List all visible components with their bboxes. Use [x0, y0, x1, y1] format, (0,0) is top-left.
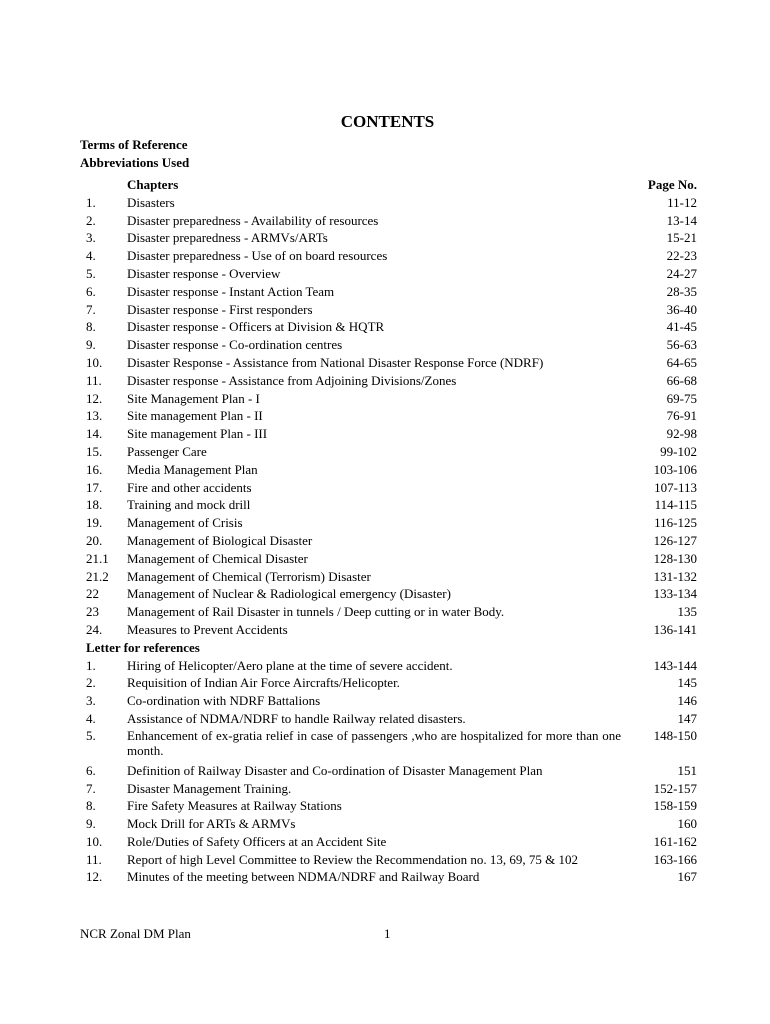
- letter-row: [80, 868, 697, 886]
- entry-title: Management of Biological Disaster: [127, 532, 313, 548]
- entry-title: Disaster preparedness - Availability of resources: [127, 212, 379, 228]
- entry-number: 7.: [86, 301, 96, 317]
- chapter-row: [80, 568, 697, 586]
- entry-page: 15-21: [666, 230, 697, 246]
- chapter-row: [80, 479, 697, 497]
- entry-title: Management of Chemical Disaster: [127, 550, 308, 566]
- chapter-row: [80, 283, 697, 301]
- entry-title: Disaster response - Instant Action Team: [127, 283, 335, 299]
- entry-title: Report of high Level Committee to Review the Recommendation no. 13, 69, 75 & 102: [127, 851, 578, 867]
- letter-list: [80, 657, 697, 887]
- entry-number: 9.: [86, 816, 96, 832]
- entry-number: 3.: [86, 693, 96, 709]
- footer-page-number: 1: [384, 926, 391, 941]
- chapter-row: [80, 603, 697, 621]
- entry-page: 24-27: [666, 265, 697, 281]
- letter-row: [80, 762, 697, 780]
- entry-title: Co-ordination with NDRF Battalions: [127, 693, 321, 709]
- chapter-row: [80, 265, 697, 283]
- entry-number: 21.1: [86, 550, 109, 566]
- entry-page: 99-102: [660, 443, 697, 459]
- entry-title: Disaster Response - Assistance from National Disaster Response Force (NDRF): [127, 354, 544, 370]
- chapter-row: [80, 425, 697, 443]
- entry-title: Disaster preparedness - ARMVs/ARTs: [127, 230, 328, 246]
- entry-title: Disaster response - Assistance from Adjoining Divisions/Zones: [127, 372, 457, 388]
- entry-page: 133-134: [653, 586, 697, 602]
- entry-number: 1.: [86, 194, 96, 210]
- entry-title: Passenger Care: [127, 443, 207, 459]
- column-header-row: [80, 176, 697, 194]
- letter-row: [80, 815, 697, 833]
- entry-number: 6.: [86, 283, 96, 299]
- entry-page: 103-106: [653, 461, 697, 477]
- entry-number: 2.: [86, 675, 96, 691]
- entry-number: 7.: [86, 780, 96, 796]
- entry-title: Enhancement of ex-gratia relief in case of passengers ,who are hospitalized for more than one month.: [127, 727, 621, 758]
- chapter-row: [80, 318, 697, 336]
- entry-number: 10.: [86, 833, 103, 849]
- entry-page: 126-127: [653, 532, 697, 548]
- chapter-row: [80, 390, 697, 408]
- letter-row: [80, 657, 697, 675]
- entry-number: 5.: [86, 265, 96, 281]
- chapter-row: [80, 247, 697, 265]
- entry-title: Site management Plan - II: [127, 408, 263, 424]
- entry-page: 69-75: [666, 390, 697, 406]
- chapter-row: [80, 301, 697, 319]
- entry-page: 151: [677, 762, 697, 778]
- entry-title: Measures to Prevent Accidents: [127, 621, 288, 637]
- entry-title: Disaster preparedness - Use of on board resources: [127, 248, 388, 264]
- entry-number: 18.: [86, 497, 103, 513]
- entry-page: 143-144: [653, 657, 697, 673]
- entry-page: 116-125: [654, 515, 697, 531]
- column-header-chapters: Chapters: [127, 177, 179, 192]
- entry-title: Role/Duties of Safety Officers at an Accident Site: [127, 833, 387, 849]
- entry-page: 158-159: [653, 798, 697, 814]
- entry-number: 4.: [86, 248, 96, 264]
- entry-page: 167: [677, 869, 697, 885]
- entry-title: Management of Rail Disaster in tunnels / Deep cutting or in water Body.: [127, 604, 505, 620]
- letter-row: [80, 780, 697, 798]
- entry-page: 152-157: [653, 780, 697, 796]
- entry-title: Assistance of NDMA/NDRF to handle Railway related disasters.: [127, 710, 466, 726]
- letters-heading: Letter for references: [86, 639, 200, 655]
- entry-title: Disaster Management Training.: [127, 780, 292, 796]
- entry-title: Disaster response - Co-ordination centres: [127, 337, 343, 353]
- entry-number: 1.: [86, 657, 96, 673]
- entry-title: Training and mock drill: [127, 497, 251, 513]
- entry-page: 147: [677, 710, 697, 726]
- letter-row: [80, 710, 697, 728]
- entry-page: 114-115: [654, 497, 697, 513]
- entry-title: Hiring of Helicopter/Aero plane at the time of severe accident.: [127, 657, 453, 673]
- entry-number: 3.: [86, 230, 96, 246]
- entry-number: 8.: [86, 798, 96, 814]
- entry-page: 161-162: [653, 833, 697, 849]
- entry-number: 12.: [86, 869, 103, 885]
- entry-title: Site management Plan - III: [127, 426, 268, 442]
- terms-of-reference-heading: Terms of Reference: [80, 137, 188, 152]
- entry-number: 4.: [86, 710, 96, 726]
- entry-page: 107-113: [654, 479, 697, 495]
- entry-page: 11-12: [667, 194, 697, 210]
- letter-row: [80, 674, 697, 692]
- entry-number: 8.: [86, 319, 96, 335]
- entry-title: Disaster response - Overview: [127, 265, 281, 281]
- entry-page: 148-150: [653, 727, 697, 743]
- entry-title: Requisition of Indian Air Force Aircrafts/Helicopter.: [127, 675, 400, 691]
- entry-title: Management of Crisis: [127, 515, 243, 531]
- entry-title: Disaster response - First responders: [127, 301, 313, 317]
- entry-page: 131-132: [653, 568, 697, 584]
- entry-title: Definition of Railway Disaster and Co-ordination of Disaster Management Plan: [127, 762, 543, 778]
- entry-page: 160: [677, 816, 697, 832]
- entry-number: 23: [86, 604, 99, 620]
- chapter-row: [80, 354, 697, 372]
- entry-title: Media Management Plan: [127, 461, 258, 477]
- entry-title: Fire and other accidents: [127, 479, 252, 495]
- entry-page: 92-98: [666, 426, 697, 442]
- letter-row: [80, 833, 697, 851]
- chapter-row: [80, 212, 697, 230]
- entry-title: Site Management Plan - I: [127, 390, 260, 406]
- entry-page: 64-65: [666, 354, 697, 370]
- entry-page: 135: [677, 604, 697, 620]
- letter-row: [80, 797, 697, 815]
- entry-page: 36-40: [666, 301, 697, 317]
- entry-title: Minutes of the meeting between NDMA/NDRF and Railway Board: [127, 869, 480, 885]
- entry-title: Mock Drill for ARTs & ARMVs: [127, 816, 296, 832]
- entry-page: 41-45: [666, 319, 697, 335]
- chapter-list: [80, 194, 697, 639]
- chapter-row: [80, 407, 697, 425]
- entry-page: 28-35: [666, 283, 697, 299]
- abbreviations-heading: Abbreviations Used: [80, 155, 190, 170]
- chapter-row: [80, 585, 697, 603]
- entry-title: Disaster response - Officers at Division & HQTR: [127, 319, 385, 335]
- entry-number: 21.2: [86, 568, 109, 584]
- entry-number: 24.: [86, 621, 103, 637]
- column-header-number: [80, 176, 127, 194]
- entry-number: 20.: [86, 532, 103, 548]
- entry-page: 66-68: [666, 372, 697, 388]
- entry-number: 10.: [86, 354, 103, 370]
- entry-number: 19.: [86, 515, 103, 531]
- letter-row: [80, 851, 697, 869]
- entry-number: 16.: [86, 461, 103, 477]
- entry-title: Management of Chemical (Terrorism) Disaster: [127, 568, 371, 584]
- entry-page: 13-14: [666, 212, 697, 228]
- chapter-row: [80, 194, 697, 212]
- chapter-row: [80, 229, 697, 247]
- entry-number: 22: [86, 586, 99, 602]
- chapter-row: [80, 514, 697, 532]
- entry-title: Disasters: [127, 194, 175, 210]
- chapter-row: [80, 372, 697, 390]
- chapter-row: [80, 496, 697, 514]
- entry-page: 163-166: [653, 851, 697, 867]
- chapter-row: [80, 336, 697, 354]
- entry-number: 9.: [86, 337, 96, 353]
- contents-table: [80, 176, 697, 886]
- entry-title: Management of Nuclear & Radiological emergency (Disaster): [127, 586, 451, 602]
- chapter-row: [80, 443, 697, 461]
- entry-page: 56-63: [666, 337, 697, 353]
- entry-page: 22-23: [666, 248, 697, 264]
- entry-number: 17.: [86, 479, 103, 495]
- entry-number: 11.: [86, 372, 102, 388]
- entry-number: 11.: [86, 851, 102, 867]
- entry-page: 146: [677, 693, 697, 709]
- chapter-row: [80, 461, 697, 479]
- footer-document-name: NCR Zonal DM Plan: [80, 926, 191, 941]
- entry-number: 6.: [86, 762, 96, 778]
- entry-number: 14.: [86, 426, 103, 442]
- entry-number: 13.: [86, 408, 103, 424]
- chapter-row: [80, 550, 697, 568]
- chapter-row: [80, 532, 697, 550]
- letter-row: [80, 728, 697, 758]
- entry-number: 12.: [86, 390, 103, 406]
- entry-page: 76-91: [666, 408, 697, 424]
- entry-title: Fire Safety Measures at Railway Stations: [127, 798, 342, 814]
- entry-page: 145: [677, 675, 697, 691]
- chapter-row: [80, 621, 697, 639]
- entry-number: 15.: [86, 443, 103, 459]
- letter-row: [80, 692, 697, 710]
- page-title: CONTENTS: [340, 112, 435, 131]
- entry-page: 128-130: [653, 550, 697, 566]
- column-header-page: Page No.: [647, 177, 697, 192]
- entry-page: 136-141: [653, 621, 697, 637]
- entry-number: 5.: [86, 727, 96, 743]
- entry-number: 2.: [86, 212, 96, 228]
